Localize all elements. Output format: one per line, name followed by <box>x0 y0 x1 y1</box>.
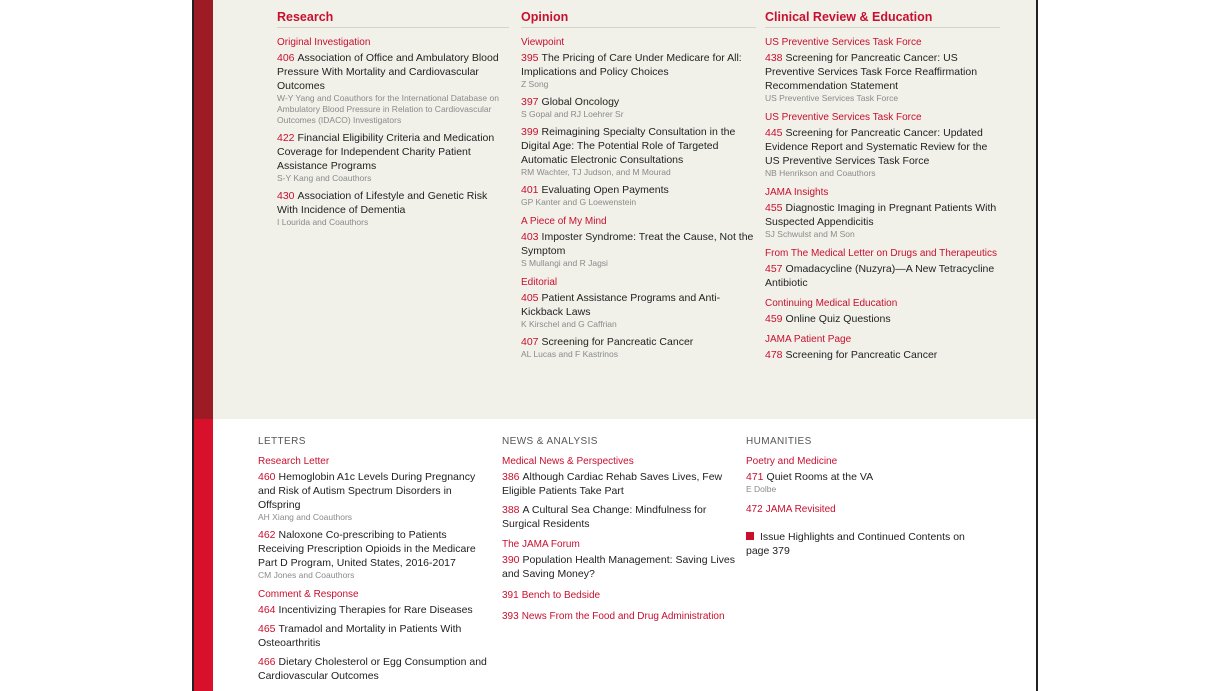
article-title <box>521 95 756 109</box>
article-title <box>502 470 737 498</box>
article-authors: RM Wachter, TJ Judson, and M Mourad <box>521 167 671 177</box>
article-title-text: Dietary Cholesterol or Egg Consumption and Cardiovascular Outcomes <box>258 656 487 682</box>
article-authors: E Dolbe <box>746 484 777 494</box>
accent-bar-top <box>194 0 213 419</box>
category-label: Poetry and Medicine <box>746 456 838 467</box>
article-entry[interactable] <box>258 528 490 581</box>
article-authors: AH Xiang and Coauthors <box>258 512 353 522</box>
article-group <box>746 456 981 495</box>
article-title-text: Tramadol and Mortality in Patients With Osteoarthritis <box>258 623 462 649</box>
page-number: 472 <box>746 504 763 515</box>
page-number: 430 <box>277 190 295 202</box>
article-authors: NB Henrikson and Coauthors <box>765 168 876 178</box>
category-label: Editorial <box>521 277 558 288</box>
article-entry[interactable] <box>502 503 737 531</box>
feature-link-text: JAMA Revisited <box>765 504 836 515</box>
article-entry[interactable] <box>521 230 756 269</box>
category-label: From The Medical Letter on Drugs and Therapeutics <box>765 248 997 259</box>
article-group <box>765 298 1000 326</box>
article-title <box>765 51 1000 93</box>
article-title <box>765 126 1000 168</box>
page-number: 399 <box>521 126 539 138</box>
page-number: 388 <box>502 504 520 516</box>
article-title <box>258 655 490 683</box>
article-title-text: Naloxone Co-prescribing to Patients Receiving Prescription Opioids in the Medicare Part D Program, United States, 2016-2017 <box>258 529 476 569</box>
page-number: 393 <box>502 611 519 622</box>
article-entry[interactable] <box>521 335 756 360</box>
article-authors: S-Y Kang and Coauthors <box>277 173 372 183</box>
category-label: JAMA Insights <box>765 187 829 198</box>
issue-highlights-note[interactable] <box>746 530 981 558</box>
article-title-text: Patient Assistance Programs and Anti-Kickback Laws <box>521 292 721 318</box>
article-title-text: Imposter Syndrome: Treat the Cause, Not the Symptom <box>521 231 754 257</box>
article-title <box>521 183 756 197</box>
top-panel <box>213 0 1036 419</box>
feature-link-text: Bench to Bedside <box>521 590 601 601</box>
article-entry[interactable] <box>277 51 509 126</box>
article-group <box>765 334 1000 362</box>
page-number: 406 <box>277 52 295 64</box>
article-group <box>521 277 756 360</box>
category-label: US Preventive Services Task Force <box>765 37 922 48</box>
feature-link-text: News From the Food and Drug Administration <box>521 611 725 622</box>
article-entry[interactable] <box>765 126 1000 179</box>
category-label: JAMA Patient Page <box>765 334 852 345</box>
article-title <box>521 125 756 167</box>
page-number: 478 <box>765 349 783 361</box>
article-title <box>277 189 509 217</box>
article-title-text: Association of Office and Ambulatory Blood Pressure With Mortality and Cardiovascular Outcomes <box>277 52 499 92</box>
article-authors: AL Lucas and F Kastrinos <box>521 349 619 359</box>
article-title-text: Screening for Pancreatic Cancer <box>785 349 938 361</box>
article-group <box>765 112 1000 179</box>
article-authors: SJ Schwulst and M Son <box>765 229 855 239</box>
article-entry[interactable] <box>277 189 509 228</box>
article-title <box>521 291 756 319</box>
article-group <box>765 248 1000 290</box>
article-title <box>258 470 490 512</box>
page-number: 457 <box>765 263 783 275</box>
page-number: 397 <box>521 96 539 108</box>
article-entry[interactable] <box>258 622 490 650</box>
category-label: Comment & Response <box>258 589 359 600</box>
section-title: Clinical Review & Education <box>765 10 1000 28</box>
article-title-text: A Cultural Sea Change: Mindfulness for Surgical Residents <box>502 504 707 530</box>
page-number: 466 <box>258 656 276 668</box>
page-number: 395 <box>521 52 539 64</box>
page-number: 407 <box>521 336 539 348</box>
article-authors: Z Song <box>521 79 549 89</box>
article-group <box>521 37 756 208</box>
page-number: 391 <box>502 590 519 601</box>
article-title-text: Screening for Pancreatic Cancer <box>541 336 694 348</box>
article-entry[interactable] <box>502 470 737 498</box>
article-entry[interactable] <box>521 183 756 208</box>
page-number: 390 <box>502 554 520 566</box>
article-authors: CM Jones and Coauthors <box>258 570 355 580</box>
page-number: 438 <box>765 52 783 64</box>
accent-bar-bottom <box>194 419 213 691</box>
red-square-icon <box>746 532 754 540</box>
article-group <box>277 37 509 228</box>
article-title <box>521 230 756 258</box>
journal-contents-page <box>192 0 1038 691</box>
article-title <box>502 553 737 581</box>
opinion-column <box>521 10 756 368</box>
article-entry[interactable] <box>502 553 737 581</box>
article-title <box>765 201 1000 229</box>
section-title: NEWS & ANALYSIS <box>502 436 598 447</box>
article-group <box>258 456 490 581</box>
article-entry[interactable] <box>521 95 756 120</box>
article-title-text: Quiet Rooms at the VA <box>766 471 874 483</box>
article-entry[interactable] <box>746 470 981 495</box>
page-number: 405 <box>521 292 539 304</box>
article-title-text: Online Quiz Questions <box>785 313 891 325</box>
article-authors: I Lourida and Coauthors <box>277 217 369 227</box>
article-authors: GP Kanter and G Loewenstein <box>521 197 637 207</box>
article-entry[interactable] <box>521 291 756 330</box>
news-analysis-column <box>502 436 737 631</box>
page-number: 422 <box>277 132 295 144</box>
article-entry[interactable] <box>765 262 1000 290</box>
page-number: 465 <box>258 623 276 635</box>
article-group <box>502 456 737 531</box>
page-number: 459 <box>765 313 783 325</box>
article-title <box>277 51 509 93</box>
article-group <box>765 37 1000 104</box>
article-entry[interactable] <box>765 51 1000 104</box>
feature-link[interactable] <box>746 503 981 516</box>
article-entry[interactable] <box>258 603 490 617</box>
article-title <box>277 131 509 173</box>
research-column <box>277 10 509 236</box>
article-title <box>258 603 490 617</box>
page-number: 460 <box>258 471 276 483</box>
article-entry[interactable] <box>765 312 1000 326</box>
article-title-text: Although Cardiac Rehab Saves Lives, Few Eligible Patients Take Part <box>502 471 723 497</box>
article-authors: K Kirschel and G Caffrian <box>521 319 617 329</box>
article-group <box>765 187 1000 240</box>
article-title-text: Population Health Management: Saving Lives and Saving Money? <box>502 554 735 580</box>
category-label: Viewpoint <box>521 37 565 48</box>
feature-link[interactable] <box>502 610 737 623</box>
article-title-text: Association of Lifestyle and Genetic Risk With Incidence of Dementia <box>277 190 488 216</box>
article-authors: S Gopal and RJ Loehrer Sr <box>521 109 624 119</box>
article-title <box>258 528 490 570</box>
category-label: US Preventive Services Task Force <box>765 112 922 123</box>
page-number: 445 <box>765 127 783 139</box>
article-entry[interactable] <box>765 348 1000 362</box>
article-entry[interactable] <box>277 131 509 184</box>
section-title: LETTERS <box>258 436 306 447</box>
article-entry[interactable] <box>521 125 756 178</box>
feature-link[interactable] <box>502 589 737 602</box>
article-title <box>746 470 981 484</box>
page-number: 455 <box>765 202 783 214</box>
article-title <box>502 503 737 531</box>
article-authors: US Preventive Services Task Force <box>765 93 899 103</box>
category-label: Original Investigation <box>277 37 371 48</box>
article-authors: S Mullangi and R Jagsi <box>521 258 608 268</box>
category-label: The JAMA Forum <box>502 539 580 550</box>
article-title-text: Diagnostic Imaging in Pregnant Patients With Suspected Appendicitis <box>765 202 997 228</box>
article-title-text: Screening for Pancreatic Cancer: Updated Evidence Report and Systematic Review for the US Preventive Services Task Force <box>765 127 988 167</box>
article-title-text: The Pricing of Care Under Medicare for All: Implications and Policy Choices <box>521 52 742 78</box>
article-group <box>521 216 756 269</box>
category-label: A Piece of My Mind <box>521 216 607 227</box>
page-number: 462 <box>258 529 276 541</box>
humanities-column <box>746 436 981 558</box>
issue-highlights-text: Issue Highlights and Continued Contents on page 379 <box>746 531 965 557</box>
section-title: HUMANITIES <box>746 436 812 447</box>
page-number: 386 <box>502 471 520 483</box>
article-authors: W-Y Yang and Coauthors for the International Database on Ambulatory Blood Pressure in Relation to Cardiovascular Outcomes (IDACO) Investigators <box>277 93 499 125</box>
section-title: Opinion <box>521 10 756 28</box>
article-entry[interactable] <box>521 51 756 90</box>
article-entry[interactable] <box>765 201 1000 240</box>
section-title: Research <box>277 10 509 28</box>
letters-column <box>258 436 490 691</box>
page-number: 403 <box>521 231 539 243</box>
article-title-text: Financial Eligibility Criteria and Medication Coverage for Independent Charity Patient Assistance Programs <box>277 132 495 172</box>
page-number: 401 <box>521 184 539 196</box>
article-title <box>765 312 1000 326</box>
page-number: 471 <box>746 471 764 483</box>
article-title-text: Incentivizing Therapies for Rare Diseases <box>278 604 473 616</box>
article-title-text: Evaluating Open Payments <box>541 184 669 196</box>
clinical-review-column <box>765 10 1000 370</box>
article-group <box>502 539 737 581</box>
article-title <box>765 348 1000 362</box>
article-entry[interactable] <box>258 470 490 523</box>
article-title-text: Reimagining Specialty Consultation in the Digital Age: The Potential Role of Targeted Automatic Electronic Consultations <box>521 126 736 166</box>
category-label: Medical News & Perspectives <box>502 456 634 467</box>
category-label: Continuing Medical Education <box>765 298 898 309</box>
article-title-text: Omadacycline (Nuzyra)—A New Tetracycline Antibiotic <box>765 263 995 289</box>
article-title <box>258 622 490 650</box>
article-title <box>521 335 756 349</box>
article-title <box>765 262 1000 290</box>
category-label: Research Letter <box>258 456 330 467</box>
article-entry[interactable] <box>258 655 490 683</box>
article-group <box>258 589 490 683</box>
article-title-text: Screening for Pancreatic Cancer: US Preventive Services Task Force Reaffirmation Recommendation Statement <box>765 52 978 92</box>
article-title <box>521 51 756 79</box>
article-title-text: Hemoglobin A1c Levels During Pregnancy and Risk of Autism Spectrum Disorders in Offspring <box>258 471 476 511</box>
page-number: 464 <box>258 604 276 616</box>
article-title-text: Global Oncology <box>541 96 620 108</box>
